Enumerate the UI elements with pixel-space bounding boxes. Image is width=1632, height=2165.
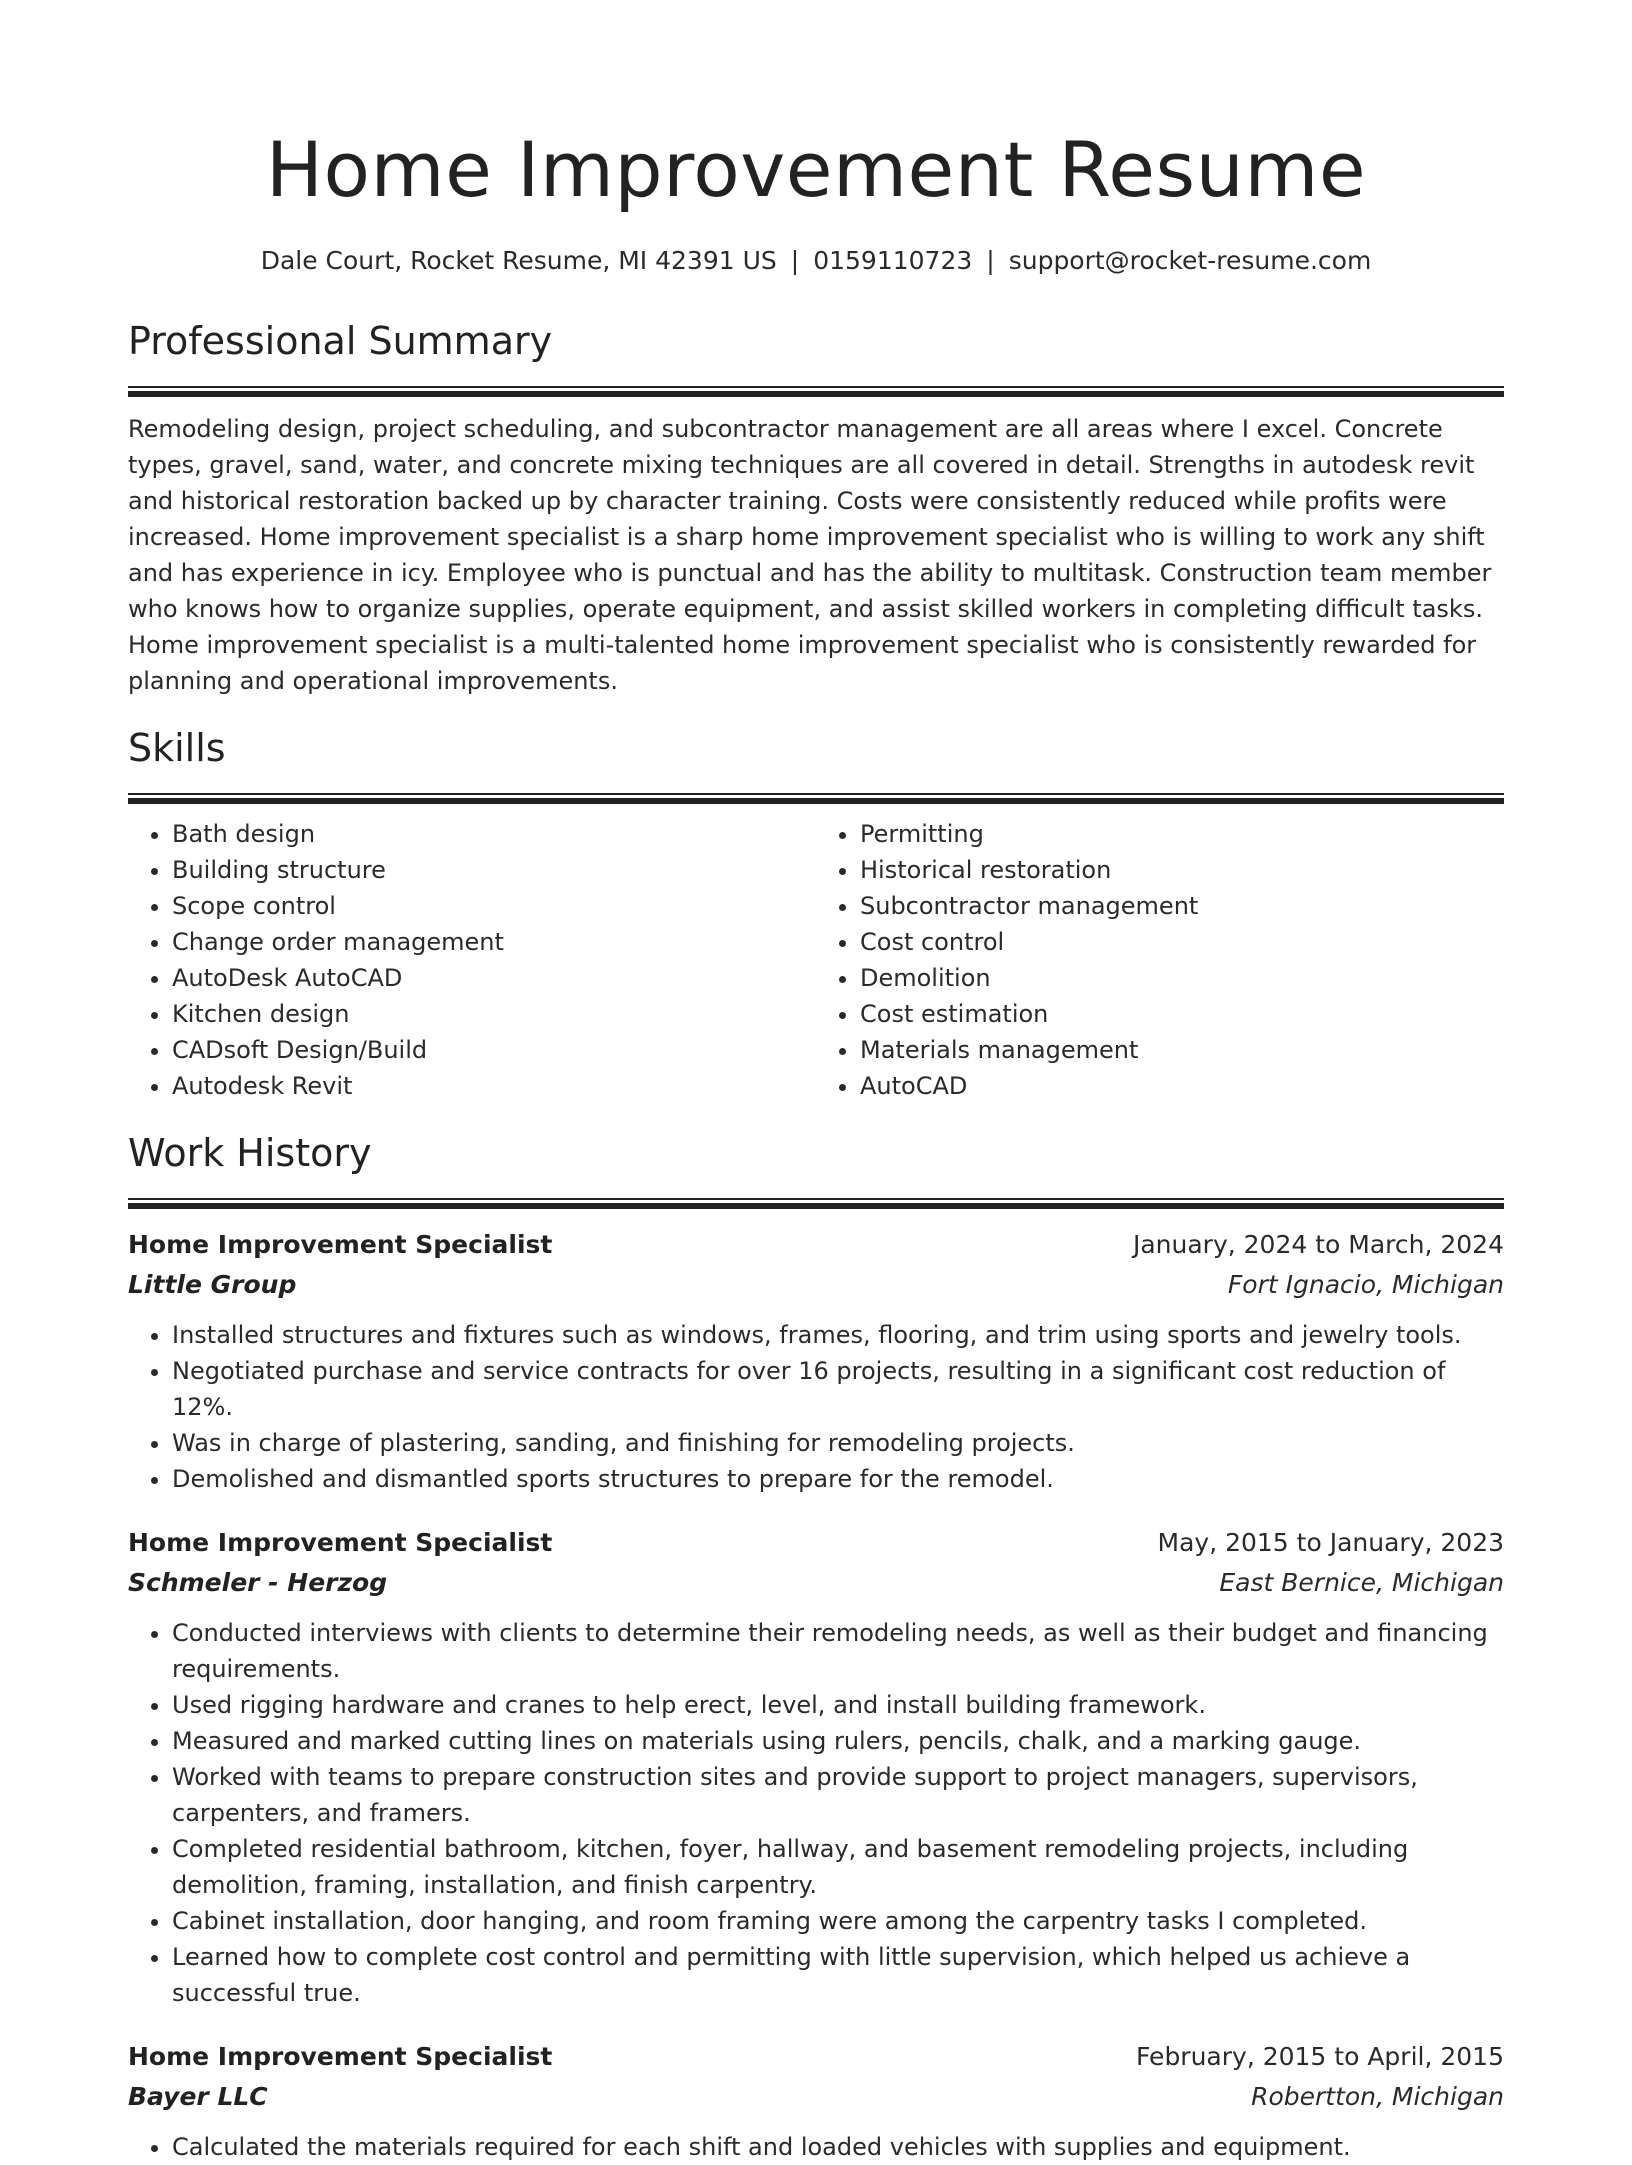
job-location: East Bernice, Michigan — [1219, 1568, 1504, 1597]
skills-list-right — [816, 816, 1504, 1104]
job-location: Fort Ignacio, Michigan — [1227, 1270, 1504, 1299]
job-dates: February, 2015 to April, 2015 — [1136, 2042, 1504, 2071]
skill-item: • Bath design — [172, 816, 816, 852]
job-company: Little Group — [128, 1270, 297, 1299]
skill-item: • AutoCAD — [860, 1068, 1504, 1104]
resume-title: Home Improvement Resume — [265, 125, 1367, 214]
skills-list-left — [128, 816, 816, 1104]
skill-item: • Permitting — [860, 816, 1504, 852]
job-bullet: • Conducted interviews with clients to determine their remodeling needs, as well as their budget and financing requirements. — [172, 1615, 1504, 1687]
summary-text: Remodeling design, project scheduling, and subcontractor management are all areas where I excel. Concrete types, gravel, sand, water, and concrete mixing techniques are all covered in detail. Strengths in autodesk revit and historical restoration backed up by character training. Costs were consistently reduced while profits were increased. Home improvement specialist is a sharp home improvement specialist who is willing to work any shift and has experience in icy. Employee who is punctual and has the ability to multitask. Construction team member who knows how to organize supplies, operate equipment, and assist skilled workers in completing difficult tasks. Home improvement specialist is a multi-talented home improvement specialist who is consistently rewarded for planning and operational improvements. — [128, 415, 1492, 695]
job-bullet: • Used rigging hardware and cranes to help erect, level, and install building framework. — [172, 1687, 1504, 1723]
job-bullet: • Negotiated purchase and service contracts for over 16 projects, resulting in a significant cost reduction of 12%. — [172, 1353, 1504, 1425]
job-entry — [128, 1225, 1504, 1497]
job-bullets — [128, 1615, 1504, 2011]
job-bullet: • Completed residential bathroom, kitchen, foyer, hallway, and basement remodeling projects, including demolition, framing, installation, and finish carpentry. — [172, 1831, 1504, 1903]
job-bullet: • Learned how to complete cost control and permitting with little supervision, which helped us achieve a successful true. — [172, 1939, 1504, 2011]
job-bullets — [128, 2129, 1504, 2165]
contact-separator: | — [986, 246, 995, 275]
job-bullet: • Was in charge of plastering, sanding, and finishing for remodeling projects. — [172, 1425, 1504, 1461]
section-divider — [128, 1198, 1504, 1209]
work-history-section — [128, 1128, 1504, 2165]
skill-item: • Historical restoration — [860, 852, 1504, 888]
professional-summary-section — [128, 316, 1504, 699]
skill-item: • Subcontractor management — [860, 888, 1504, 924]
section-heading-summary: Professional Summary — [128, 319, 553, 363]
job-header-row — [128, 2037, 1504, 2077]
skill-item: • Autodesk Revit — [172, 1068, 816, 1104]
job-company: Schmeler - Herzog — [128, 1568, 388, 1597]
section-heading-skills: Skills — [128, 726, 226, 770]
job-bullet: • Installed structures and fixtures such as windows, frames, flooring, and trim using sports and jewelry tools. — [172, 1317, 1504, 1353]
section-divider — [128, 793, 1504, 804]
job-entry — [128, 1523, 1504, 2011]
job-bullet: • Measured and marked cutting lines on materials using rulers, pencils, chalk, and a marking gauge. — [172, 1723, 1504, 1759]
skill-item: • CADsoft Design/Build — [172, 1032, 816, 1068]
contact-email: support@rocket-resume.com — [1008, 246, 1372, 275]
contact-separator: | — [790, 246, 800, 275]
skill-item: • Kitchen design — [172, 996, 816, 1032]
job-dates: January, 2024 to March, 2024 — [1132, 1230, 1504, 1259]
job-header-row — [128, 1225, 1504, 1265]
contact-address: Dale Court, Rocket Resume, MI 42391 US — [260, 246, 777, 275]
job-bullet: • Cabinet installation, door hanging, and room framing were among the carpentry tasks I completed. — [172, 1903, 1504, 1939]
section-heading-work: Work History — [128, 1131, 372, 1175]
job-bullets — [128, 1317, 1504, 1497]
job-company-row — [128, 1563, 1504, 1603]
skill-item: • Cost control — [860, 924, 1504, 960]
job-header-row — [128, 1523, 1504, 1563]
skill-item: • Materials management — [860, 1032, 1504, 1068]
contact-line — [128, 244, 1504, 278]
job-location: Robertton, Michigan — [1251, 2082, 1504, 2111]
contact-phone: 0159110723 — [813, 246, 973, 275]
job-bullet: • Worked with teams to prepare construction sites and provide support to project managers, supervisors, carpenters, and framers. — [172, 1759, 1504, 1831]
skill-item: • Cost estimation — [860, 996, 1504, 1032]
skills-columns — [128, 816, 1504, 1104]
skill-item: • Demolition — [860, 960, 1504, 996]
job-title: Home Improvement Specialist — [128, 1528, 553, 1557]
job-company-row — [128, 2077, 1504, 2117]
job-title: Home Improvement Specialist — [128, 2042, 553, 2071]
skill-item: • AutoDesk AutoCAD — [172, 960, 816, 996]
job-company: Bayer LLC — [128, 2082, 268, 2111]
skill-item: • Scope control — [172, 888, 816, 924]
job-company-row — [128, 1265, 1504, 1305]
job-bullet: • Demolished and dismantled sports structures to prepare for the remodel. — [172, 1461, 1504, 1497]
skill-item: • Building structure — [172, 852, 816, 888]
job-dates: May, 2015 to January, 2023 — [1157, 1528, 1504, 1557]
job-entry — [128, 2037, 1504, 2165]
skill-item: • Change order management — [172, 924, 816, 960]
job-title: Home Improvement Specialist — [128, 1230, 553, 1259]
job-bullet: • Calculated the materials required for each shift and loaded vehicles with supplies and equipment. — [172, 2129, 1504, 2165]
skills-section — [128, 723, 1504, 1104]
section-divider — [128, 386, 1504, 397]
